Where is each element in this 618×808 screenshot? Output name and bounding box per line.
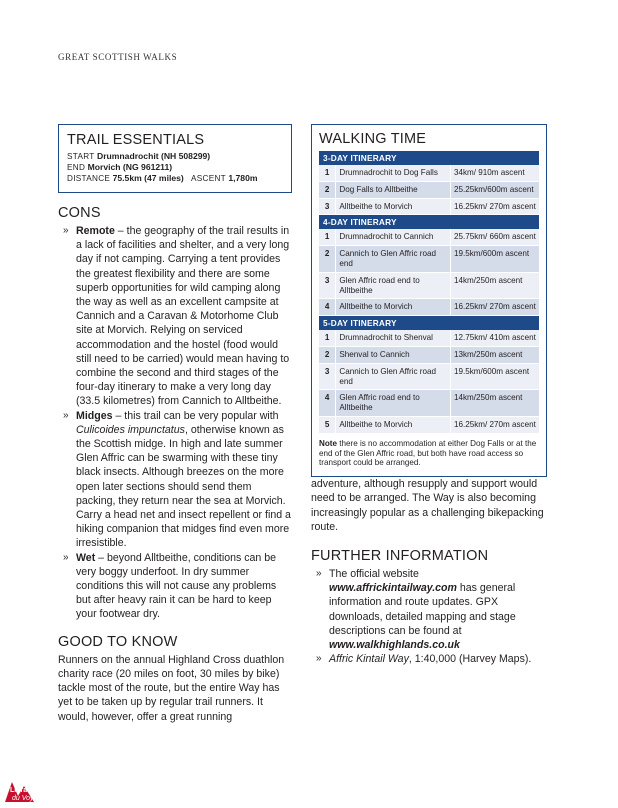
walking-time-title: WALKING TIME <box>319 131 427 147</box>
day-number: 2 <box>319 181 336 198</box>
table-row <box>319 165 539 181</box>
ascent-label: ASCENT <box>190 174 226 183</box>
list-item <box>58 409 292 551</box>
distance-row <box>67 173 283 184</box>
stage-distance: 34km/ 910m ascent <box>450 165 539 181</box>
day-number: 1 <box>319 330 336 346</box>
list-item <box>311 652 547 666</box>
note-text: there is no accommodation at either Dog Falls or at the end of the Glen Affric road, but both have road access so transport could be arranged. <box>319 438 537 468</box>
stage-route: Dog Falls to Alltbeithe <box>336 181 451 198</box>
cons-text: , otherwise known as the Scottish midge. In high and late summer Glen Affric can be swarming with these tiny black insects. Although breezes on the more open later sections should send them packing, they return near the sea at Morvich. Carry a head net and insect repellent or find a hiking companion that midges find even more irresistible. <box>76 423 291 550</box>
ascent-value: 1,780m <box>228 173 258 183</box>
stage-route: Cannich to Glen Affric road end <box>336 246 451 273</box>
day-number: 4 <box>319 390 336 417</box>
cons-term: Remote <box>76 225 115 237</box>
species-name: Culicoides impunctatus <box>76 423 185 436</box>
stage-distance: 19.5km/600m ascent <box>450 246 539 273</box>
stage-route: Alltbeithe to Morvich <box>336 198 451 215</box>
end-value: Morvich (NG 961211) <box>87 162 173 172</box>
bullet-icon: » <box>63 551 69 563</box>
website-link[interactable]: www.affrickintailway.com <box>329 582 457 595</box>
stage-distance: 25.75km/ 660m ascent <box>450 229 539 245</box>
day-number: 1 <box>319 165 336 181</box>
day-number: 3 <box>319 363 336 390</box>
table-row <box>319 246 539 273</box>
distance-label: DISTANCE <box>67 174 111 183</box>
stage-distance: 25.25km/600m ascent <box>450 181 539 198</box>
further-text: has general information and route updates. GPX downloads, detailed mapping and stage descriptions can be found at <box>329 582 516 637</box>
start-row <box>67 151 283 162</box>
table-row <box>319 346 539 363</box>
left-column <box>58 124 292 724</box>
stage-distance: 14km/250m ascent <box>450 272 539 299</box>
logo-text-2: du Voyage <box>12 795 46 802</box>
stage-distance: 16.25km/ 270m ascent <box>450 299 539 316</box>
itineraries <box>319 151 539 434</box>
day-number: 5 <box>319 416 336 433</box>
day-number: 3 <box>319 198 336 215</box>
day-number: 2 <box>319 246 336 273</box>
itinerary-heading: 3-DAY ITINERARY <box>319 151 539 165</box>
stage-distance: 16.25km/ 270m ascent <box>450 198 539 215</box>
note-label: Note <box>319 438 337 448</box>
cons-text: – this trail can be very popular with <box>112 409 279 422</box>
note <box>319 439 539 468</box>
right-column <box>311 124 547 666</box>
table-row <box>319 390 539 417</box>
stage-route: Drumnadrochit to Shenval <box>336 330 451 346</box>
continuation-text: adventure, although resupply and support would need to be arranged. The Way is also becoming increasingly popular as a challenging bikepacking route. <box>311 478 544 533</box>
day-number: 4 <box>319 299 336 316</box>
start-label: START <box>67 152 95 161</box>
map-title: Affric Kintail Way <box>329 653 409 666</box>
table-row <box>319 416 539 433</box>
day-number: 2 <box>319 346 336 363</box>
bullet-icon: » <box>316 653 322 665</box>
stage-route: Alltbeithe to Morvich <box>336 416 451 433</box>
end-label: END <box>67 163 86 172</box>
list-item <box>311 567 547 652</box>
bullet-icon: » <box>63 225 69 236</box>
walkhighlands-link[interactable]: www.walkhighlands.co.uk <box>329 638 460 651</box>
distance-value: 75.5km (47 miles) <box>112 173 184 183</box>
trail-essentials-title: TRAIL ESSENTIALS <box>67 132 205 148</box>
table-row <box>319 272 539 299</box>
cons-heading: CONS <box>58 205 101 221</box>
walking-time-box <box>311 124 547 477</box>
itinerary-table <box>319 165 539 215</box>
itinerary-heading: 4-DAY ITINERARY <box>319 215 539 229</box>
stage-distance: 19.5km/600m ascent <box>450 363 539 390</box>
cons-text: – beyond Alltbeithe, conditions can be very boggy underfoot. In dry summer conditions this will not cause any problems but after heavy rain it can be hard to keep your footwear dry. <box>76 551 277 621</box>
table-row <box>319 229 539 245</box>
further-list <box>311 567 547 666</box>
cons-list <box>58 224 292 622</box>
list-item <box>58 551 292 622</box>
table-row <box>319 330 539 346</box>
further-text: , 1:40,000 (Harvey Maps). <box>408 653 532 666</box>
cons-term: Wet <box>76 551 96 564</box>
stage-route: Cannich to Glen Affric road end <box>336 363 451 390</box>
stage-route: Glen Affric road end to Alltbeithe <box>336 390 451 417</box>
itinerary-table <box>319 229 539 316</box>
itinerary-heading: 5-DAY ITINERARY <box>319 316 539 330</box>
stage-route: Alltbeithe to Morvich <box>336 299 451 316</box>
further-information-heading: FURTHER INFORMATION <box>311 547 489 564</box>
trail-essentials-box <box>58 124 292 193</box>
stage-route: Glen Affric road end to Alltbeithe <box>336 272 451 299</box>
stage-route: Drumnadrochit to Cannich <box>336 229 451 245</box>
stage-route: Shenval to Cannich <box>336 346 451 363</box>
running-head: GREAT SCOTTISH WALKS <box>58 52 178 62</box>
stage-distance: 12.75km/ 410m ascent <box>450 330 539 346</box>
day-number: 1 <box>319 229 336 245</box>
librairie-du-voyage-logo <box>4 776 50 804</box>
table-row <box>319 181 539 198</box>
stage-distance: 16.25km/ 270m ascent <box>450 416 539 433</box>
list-item <box>58 224 292 409</box>
good-to-know-heading: GOOD TO KNOW <box>58 633 178 650</box>
itinerary-table <box>319 330 539 434</box>
stage-distance: 13km/250m ascent <box>450 346 539 363</box>
table-row <box>319 299 539 316</box>
further-text: The official website <box>329 567 419 580</box>
bullet-icon: » <box>63 409 69 421</box>
cons-text: – the geography of the trail results in a lack of facilities and shelter, and a very long day if not camping. Carrying a tent provides the greatest flexibility and there are some superb opportunities for wild camping along the way as well as an excellent campsite at Cannich and a Caravan & Motorhome Club site at Morvich. Relying on serviced accommodation and the hostel (food would still need to be carried) would mean having to combine the second and third stages of the four-day itinerary to make a very long day (33.5 kilometres) from Cannich to Alltbeithe. <box>76 225 290 408</box>
end-row <box>67 162 283 173</box>
table-row <box>319 198 539 215</box>
stage-route: Drumnadrochit to Dog Falls <box>336 165 451 181</box>
bullet-icon: » <box>316 567 322 579</box>
start-value: Drumnadrochit (NH 508299) <box>96 151 211 161</box>
cons-term: Midges <box>76 409 113 422</box>
stage-distance: 14km/250m ascent <box>450 390 539 417</box>
table-row <box>319 363 539 390</box>
logo-text: Librairie <box>10 787 38 794</box>
day-number: 3 <box>319 272 336 299</box>
good-to-know-text: Runners on the annual Highland Cross duathlon charity race (20 miles on foot, 30 miles by bike) tackle most of the route, but the entire Way has yet to be taken up by regular trail runners. It would, however, offer a great running <box>58 653 285 723</box>
